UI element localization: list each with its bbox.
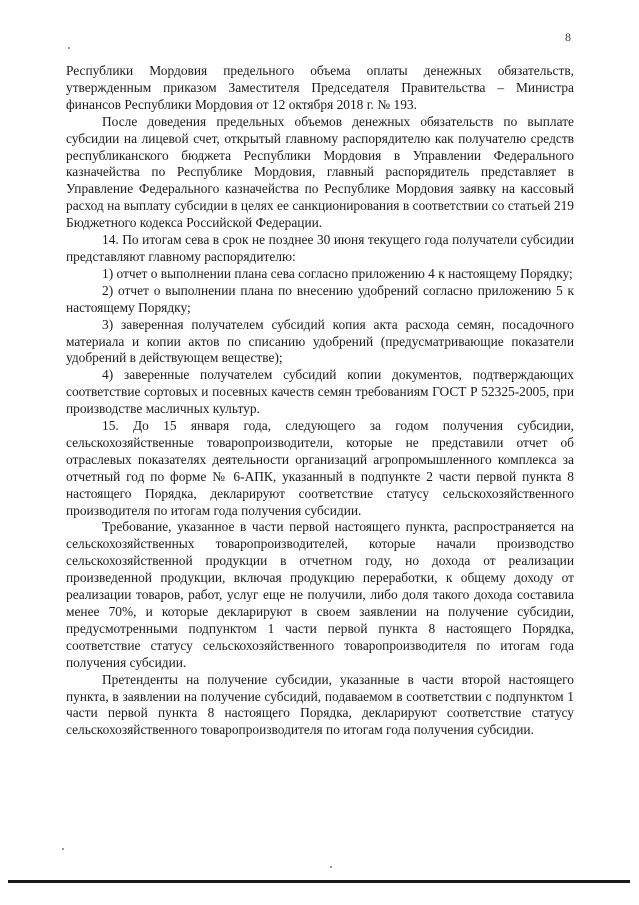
scan-speck <box>330 866 332 868</box>
paragraph: После доведения предельных объемов денежных обязательств по выплате субсидии на лицевой счет, открытый главному распорядителю как получателю средств республиканского бюджета Республики Мордовия в Управлении Федерального казначейства по Республике Мордовия, главный распорядитель представляет в Управление Федерального казначейства по Республике Мордовия заявку на кассовый расход на выплату субсидии в целях ее санкционирования в соответствии со статьей 219 Бюджетного кодекса Российской Федерации. <box>66 113 574 231</box>
paragraph: 4) заверенные получателем субсидий копии документов, подтверждающих соответствие сортовых и посевных качеств семян требованиям ГОСТ Р 52325-2005, при производстве масличных культур. <box>66 367 574 417</box>
paragraph: Республики Мордовия предельного объема оплаты денежных обязательств, утвержденным приказом Заместителя Председателя Правительства – Министра финансов Республики Мордовия от 12 октября 2018 г. № 193. <box>66 63 574 112</box>
paragraph: 15. До 15 января года, следующего за годом получения субсидии, сельскохозяйственные товаропроизводители, которые не представили отчет об отраслевых показателях деятельности организаций агропромышленного комплекса за отчетный год по форме № 6-АПК, указанный в подпункте 2 части первой пункта 8 настоящего Порядка, декларируют соответствие статусу сельскохозяйственного производителя по итогам года получения субсидии. <box>66 418 574 518</box>
paragraph: 14. По итогам сева в срок не позднее 30 июня текущего года получатели субсидии представляют главному распорядителю: <box>66 232 574 264</box>
document-body <box>66 63 574 739</box>
paragraph: 1) отчет о выполнении плана сева согласно приложению 4 к настоящему Порядку; <box>102 265 573 281</box>
paragraph: Требование, указанное в части первой настоящего пункта, распространяется на сельскохозяйственных товаропроизводителей, которые начали производство сельскохозяйственной продукции в отчетном году, но дохода от реализации произведенной продукции, включая продукцию переработки, к общему доходу от реализации товаров, работ, услуг еще не получили, либо доля такого дохода составила менее 70%, и которые декларируют в своем заявлении на получение субсидии, предусмотренными подпунктом 1 части первой пункта 8 настоящего Порядка, соответствие статусу сельскохозяйственного товаропроизводителя по итогам года получения субсидии. <box>66 519 574 670</box>
scan-speck <box>68 47 70 49</box>
page-bottom-edge <box>8 880 630 883</box>
paragraph: 2) отчет о выполнении плана по внесению удобрений согласно приложению 5 к настоящему Порядку; <box>66 282 574 315</box>
paragraph: Претенденты на получение субсидии, указанные в части второй настоящего пункта, в заявлении на получение субсидий, подаваемом в соответствии с подпунктом 1 части первой пункта 8 настоящего Порядка, декларируют соответствие статусу сельскохозяйственного товаропроизводителя по итогам года получения субсидии. <box>66 671 574 738</box>
paragraph: 3) заверенная получателем субсидий копия акта расхода семян, посадочного материала и копии актов по списанию удобрений (предусматривающие показатели удобрений в действующем веществе); <box>66 316 574 366</box>
page-number: 8 <box>565 30 571 44</box>
scan-speck <box>62 848 64 850</box>
